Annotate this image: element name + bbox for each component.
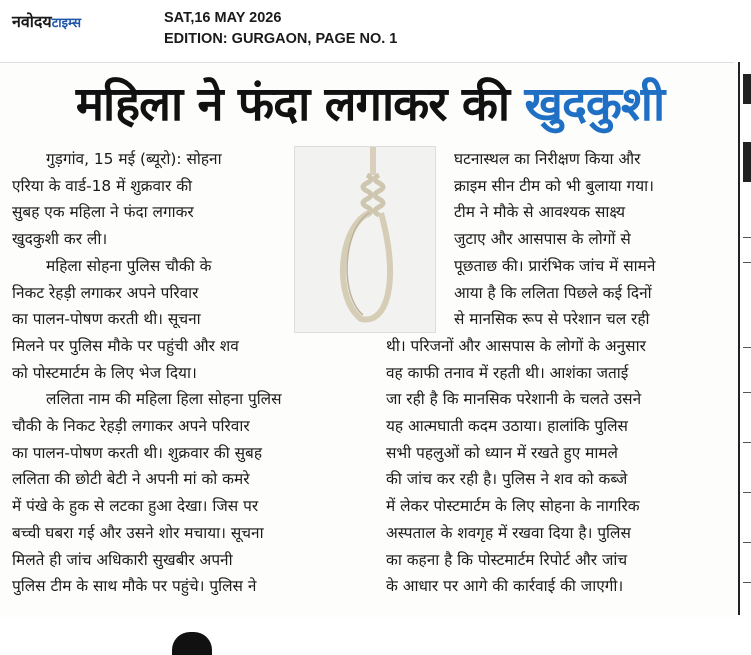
article-line: ललिता नाम की महिला हिला सोहना पुलिस (46, 390, 282, 409)
article-line: गुड़गांव, 15 मई (ब्यूरो): सोहना (46, 150, 222, 168)
next-article-area (0, 617, 751, 655)
adjacent-article-strip (738, 62, 751, 615)
article-line: की जांच कर रही है। पुलिस ने शव को कब्जे (386, 470, 628, 489)
logo-times: टाइम्स (51, 16, 82, 31)
issue-date: SAT,16 MAY 2026 (164, 10, 282, 26)
article-line: घटनास्थल का निरीक्षण किया और (454, 150, 641, 168)
article-line: खुदकुशी कर ली। (12, 230, 108, 249)
newspaper-logo[interactable] (12, 10, 81, 32)
article-line: सभी पहलुओं को ध्यान में रखते हुए मामले (386, 443, 618, 462)
article-line: टीम ने मौके से आवश्यक साक्ष्य (454, 203, 626, 222)
article-line: में लेकर पोस्टमार्टम के लिए सोहना के नागरिक (386, 497, 640, 516)
article-line: का कहना है कि पोस्टमार्टम रिपोर्ट और जांच (386, 550, 628, 569)
article-line: निकट रेहड़ी लगाकर अपने परिवार (12, 283, 199, 302)
article-line: आया है कि ललिता पिछले कई दिनों (454, 283, 652, 302)
article-line: से मानसिक रूप से परेशान चल रही (454, 310, 650, 329)
article-line: मिलते ही जांच अधिकारी सुखबीर अपनी (12, 550, 233, 569)
article-line: में पंखे के हुक से लटका हुआ देखा। जिस पर (12, 497, 259, 516)
masthead (0, 0, 751, 58)
article-line: वह काफी तनाव में रहती थी। आशंका जताई (386, 363, 629, 382)
headline-main: महिला ने फंदा लगाकर की (75, 77, 510, 132)
article-line: क्राइम सीन टीम को भी बुलाया गया। (454, 176, 654, 195)
article-line: ललिता की छोटी बेटी ने अपनी मां को कमरे (12, 470, 250, 489)
article-line: मिलने पर पुलिस मौके पर पहुंची और शव (12, 336, 239, 355)
article-line: यह आत्मघाती कदम उठाया। हालांकि पुलिस (386, 417, 628, 436)
article-line: थी। परिजनों और आसपास के लोगों के अनुसार (386, 336, 646, 355)
article-line: महिला सोहना पुलिस चौकी के (46, 256, 212, 275)
article-line: एरिया के वार्ड-18 में शुक्रवार की (12, 176, 193, 195)
logo-brand: नवोदय (12, 12, 52, 31)
article-line: जुटाए और आसपास के लोगों से (454, 230, 631, 249)
article-line: जा रही है कि मानसिक परेशानी के चलते उसने (386, 390, 642, 409)
article-line: के आधार पर आगे की कार्रवाई की जाएगी। (386, 577, 624, 596)
article-line: का पालन-पोषण करती थी। सूचना (12, 310, 201, 329)
edition-info (164, 8, 397, 50)
article-line: अस्पताल के शवगृह में रखवा दिया है। पुलिस (386, 523, 631, 542)
article-line: बच्ची घबरा गई और उसने शोर मचाया। सूचना (12, 523, 264, 542)
article-line: को पोस्टमार्टम के लिए भेज दिया। (12, 363, 197, 382)
article-line: का पालन-पोषण करती थी। शुक्रवार की सुबह (12, 443, 262, 462)
article-line: पुलिस टीम के साथ मौके पर पहुंचे। पुलिस ने (12, 577, 257, 596)
article-line: पूछताछ की। प्रारंभिक जांच में सामने (454, 256, 656, 275)
article-column-2 (386, 146, 720, 600)
edition-page: EDITION: GURGAON, PAGE NO. 1 (164, 31, 398, 47)
headline-accent: खुदकुशी (524, 77, 665, 132)
article-line: सुबह एक महिला ने फंदा लगाकर (12, 203, 194, 222)
article-headline (0, 70, 740, 134)
article-line: चौकी के निकट रेहड़ी लगाकर अपने परिवार (12, 417, 250, 436)
